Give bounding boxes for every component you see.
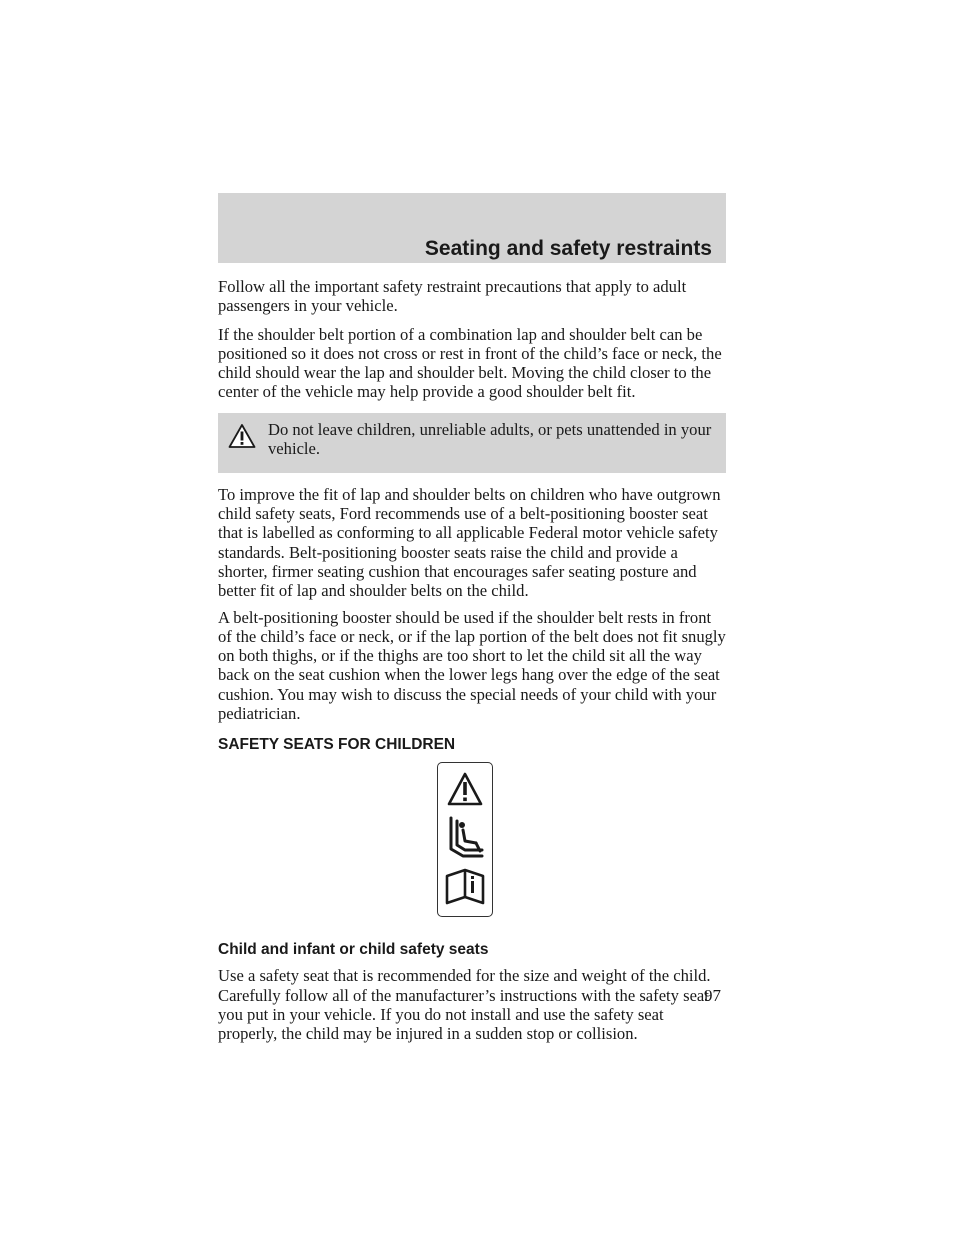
paragraph-adult-precautions: Follow all the important safety restraint precautions that apply to adult passengers in your vehicle. <box>218 277 687 316</box>
page-number: 97 <box>704 986 721 1005</box>
paragraph-safety-seat-instructions: Use a safety seat that is recommended for the size and weight of the child. Carefully follow all of the manufacturer’s instructions with the safety seat you put in your vehicle. If you do not install and use the safety seat properly, the child may be injured in a sudden stop or collision. <box>218 966 711 1044</box>
page-content <box>218 277 726 1044</box>
child-seat-icon <box>451 818 482 856</box>
paragraph-shoulder-belt: If the shoulder belt portion of a combination lap and shoulder belt can be positioned so it does not cross or rest in front of the child’s face or neck, the child should wear the lap and shoulder belt. Moving the child closer to the center of the vehicle may help provide a good shoulder belt fit. <box>218 324 722 402</box>
page-section-title: Seating and safety restraints <box>424 237 712 260</box>
section-heading: SAFETY SEATS FOR CHILDREN <box>218 736 456 754</box>
warning-text: Do not leave children, unreliable adults, or pets unattended in your vehicle. <box>268 419 712 459</box>
warning-box <box>218 413 726 473</box>
paragraph-booster-usage: A belt-positioning booster should be used if the shoulder belt rests in front of the child’s face or neck, or if the lap portion of the belt does not fit snugly on both thighs, or if the thighs are too short to let the child sit all the way back on the seat cushion when the lower legs hang over the edge of the seat cushion. You may wish to discuss the special needs of your child with your pediatrician. <box>218 607 726 724</box>
symbol-panel <box>437 762 493 917</box>
sub-heading: Child and infant or child safety seats <box>218 941 489 959</box>
symbol-panel-graphics <box>438 763 494 918</box>
header-band <box>218 193 726 263</box>
owner-manual-icon <box>447 870 483 903</box>
paragraph-booster-seat: To improve the fit of lap and shoulder belts on children who have outgrown child safety seats, Ford recommends use of a belt-positioning booster seat that is labelled as conforming to all applicable Federal motor vehicle safety standards. Belt-positioning booster seats raise the child and provide a shorter, firmer seating cushion that encourages safer seating posture and better fit of lap and shoulder belts on the child. <box>218 484 721 601</box>
warning-triangle-icon <box>449 774 481 804</box>
warning-triangle-icon <box>228 423 256 449</box>
